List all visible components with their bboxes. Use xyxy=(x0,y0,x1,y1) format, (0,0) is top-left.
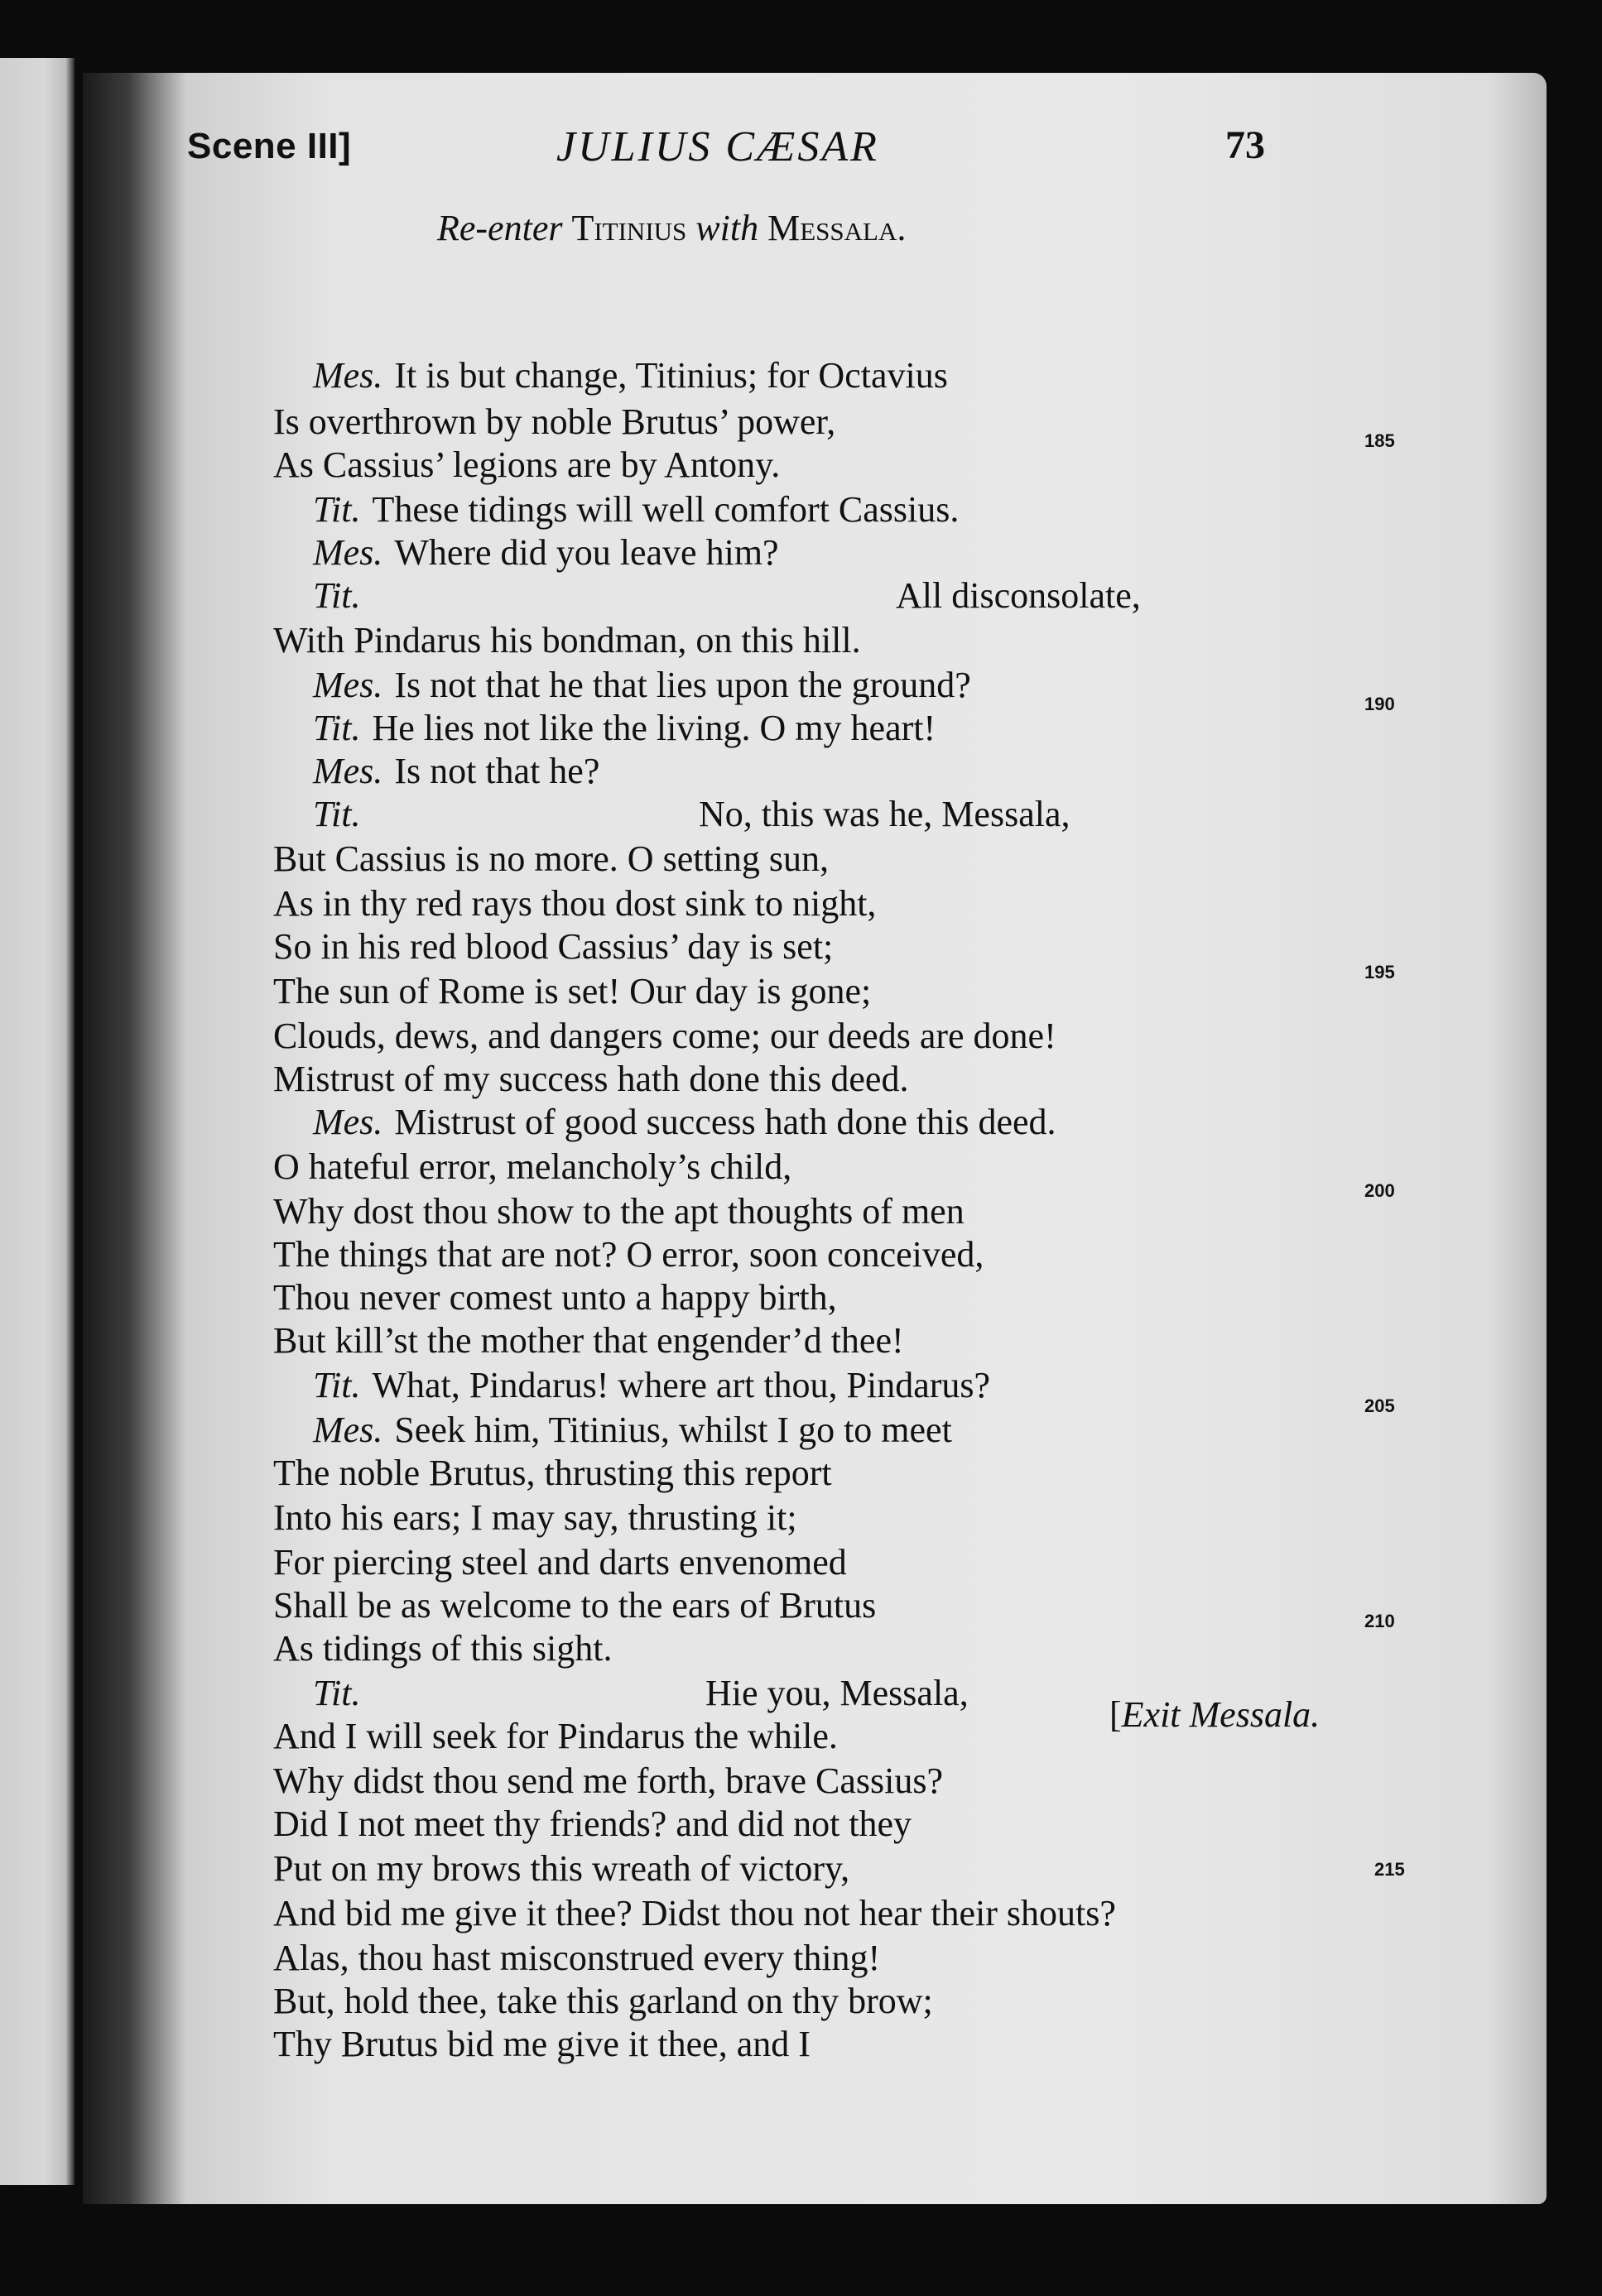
line-number: 185 xyxy=(1364,430,1395,451)
verse-line xyxy=(273,401,836,442)
verse-line xyxy=(273,973,871,1010)
stage-direction-exit xyxy=(1109,1694,1321,1735)
line-text: Thy Brutus bid me give it thee, and I xyxy=(273,2024,811,2064)
verse-line xyxy=(313,753,599,790)
line-text: Why didst thou send me forth, brave Cassius? xyxy=(273,1760,943,1801)
verse-line xyxy=(273,1146,792,1187)
verse-line xyxy=(273,926,834,967)
line-text: Where did you leave him? xyxy=(394,532,779,573)
verse-line xyxy=(273,1718,838,1755)
line-number: 195 xyxy=(1364,962,1395,982)
line-text: Shall be as welcome to the ears of Brutus xyxy=(273,1585,877,1626)
page-number: 73 xyxy=(1225,123,1265,167)
verse-line xyxy=(313,1367,990,1404)
line-text: For piercing steel and darts envenomed xyxy=(273,1542,847,1583)
line-text: Hie you, Messala, xyxy=(705,1673,969,1713)
line-text: All disconsolate, xyxy=(896,575,1141,616)
verse-line xyxy=(313,794,1070,834)
verse-line xyxy=(273,1628,613,1669)
line-text: With Pindarus his bondman, on this hill. xyxy=(273,620,861,660)
stage-character-1: Titinius xyxy=(571,208,687,248)
line-text: Did I not meet thy friends? and did not they xyxy=(273,1804,912,1844)
verse-line xyxy=(313,1673,969,1713)
verse-line xyxy=(273,1018,1056,1054)
line-text: Thou never comest unto a happy birth, xyxy=(273,1277,837,1318)
speaker-prefix: Tit. xyxy=(313,708,361,748)
speaker-prefix: Mes. xyxy=(313,355,383,396)
line-text: As in thy red rays thou dost sink to night, xyxy=(273,883,877,924)
line-text: O hateful error, melancholy’s child, xyxy=(273,1146,792,1187)
verse-line xyxy=(313,489,960,530)
exit-bracket: [ xyxy=(1109,1694,1122,1735)
line-text: The sun of Rome is set! Our day is gone; xyxy=(273,971,872,1011)
verse-line xyxy=(273,1320,904,1361)
stage-direction-entry xyxy=(437,207,906,249)
verse-line xyxy=(313,710,936,747)
line-text: But Cassius is no more. O setting sun, xyxy=(273,838,830,879)
verse-line xyxy=(273,1061,908,1098)
verse-line xyxy=(273,883,877,924)
line-text: Into his ears; I may say, thrusting it; xyxy=(273,1497,797,1538)
verse-line xyxy=(313,1104,1056,1141)
line-text: And bid me give it thee? Didst thou not hear their shouts? xyxy=(273,1893,1116,1933)
line-text: So in his red blood Cassius’ day is set; xyxy=(273,926,834,967)
line-text: Why dost thou show to the apt thoughts of men xyxy=(273,1191,965,1232)
stage-conjunction: with xyxy=(695,208,759,248)
line-text: Clouds, dews, and dangers come; our deeds are done! xyxy=(273,1016,1056,1056)
line-text: But kill’st the mother that engender’d thee! xyxy=(273,1320,904,1361)
verse-line xyxy=(273,1895,1116,1932)
line-number: 205 xyxy=(1364,1395,1395,1416)
speaker-prefix: Tit. xyxy=(313,1673,361,1713)
line-number: 200 xyxy=(1364,1180,1395,1201)
speaker-prefix: Mes. xyxy=(313,1410,383,1450)
verse-line xyxy=(273,1544,847,1581)
line-text: Mistrust of good success hath done this deed. xyxy=(394,1102,1056,1142)
verse-line xyxy=(273,1848,850,1889)
verse-line xyxy=(273,1277,837,1318)
speaker-prefix: Mes. xyxy=(313,665,383,705)
left-facing-page-edge xyxy=(0,58,75,2185)
line-text: Alas, thou hast misconstrued every thing! xyxy=(273,1938,881,1978)
line-text: What, Pindarus! where art thou, Pindarus? xyxy=(372,1365,991,1405)
verse-line xyxy=(313,1412,952,1448)
verse-line xyxy=(273,1585,877,1626)
speaker-prefix: Mes. xyxy=(313,751,383,791)
verse-line xyxy=(273,1806,912,1842)
line-text: It is but change, Titinius; for Octavius xyxy=(394,355,948,396)
line-text: Is not that he that lies upon the ground? xyxy=(394,665,971,705)
stage-verb: Re-enter xyxy=(437,208,563,248)
line-text: Mistrust of my success hath done this deed. xyxy=(273,1059,909,1099)
verse-line xyxy=(273,1497,797,1538)
line-text: Put on my brows this wreath of victory, xyxy=(273,1848,850,1889)
verse-line xyxy=(273,1191,965,1232)
speaker-prefix: Tit. xyxy=(313,575,361,616)
verse-line xyxy=(313,355,948,396)
line-text: Is overthrown by noble Brutus’ power, xyxy=(273,401,836,442)
line-text: No, this was he, Messala, xyxy=(699,794,1070,834)
line-text: These tidings will well comfort Cassius. xyxy=(372,489,960,530)
line-text: Seek him, Titinius, whilst I go to meet xyxy=(394,1410,952,1450)
exit-text: Exit Messala. xyxy=(1121,1694,1321,1735)
verse-line xyxy=(273,1234,984,1275)
verse-line xyxy=(273,1455,832,1491)
line-text: He lies not like the living. O my heart! xyxy=(372,708,936,748)
verse-line xyxy=(313,575,1141,616)
verse-line xyxy=(273,838,830,879)
line-text: And I will seek for Pindarus the while. xyxy=(273,1716,838,1756)
verse-line xyxy=(273,2026,811,2063)
verse-line xyxy=(313,532,779,573)
line-text: Is not that he? xyxy=(394,751,600,791)
verse-line xyxy=(273,1983,933,2020)
speaker-prefix: Tit. xyxy=(313,489,361,530)
play-title: JULIUS CÆSAR xyxy=(556,123,879,171)
line-text: As tidings of this sight. xyxy=(273,1628,613,1669)
speaker-prefix: Tit. xyxy=(313,794,361,834)
line-text: But, hold thee, take this garland on thy brow; xyxy=(273,1981,933,2021)
scene-label: Scene III] xyxy=(187,126,352,166)
speaker-prefix: Mes. xyxy=(313,1102,383,1142)
verse-line xyxy=(273,444,781,485)
line-number: 190 xyxy=(1364,694,1395,714)
verse-line xyxy=(273,622,861,659)
line-text: The noble Brutus, thrusting this report xyxy=(273,1453,832,1493)
stage-character-2: Messala. xyxy=(767,208,907,248)
verse-line xyxy=(313,667,971,704)
line-text: The things that are not? O error, soon conceived, xyxy=(273,1234,984,1275)
verse-line xyxy=(273,1760,943,1801)
verse-line xyxy=(273,1940,880,1977)
speaker-prefix: Mes. xyxy=(313,532,383,573)
line-number: 215 xyxy=(1374,1859,1405,1880)
line-text: As Cassius’ legions are by Antony. xyxy=(273,444,781,485)
line-number: 210 xyxy=(1364,1611,1395,1631)
speaker-prefix: Tit. xyxy=(313,1365,361,1405)
